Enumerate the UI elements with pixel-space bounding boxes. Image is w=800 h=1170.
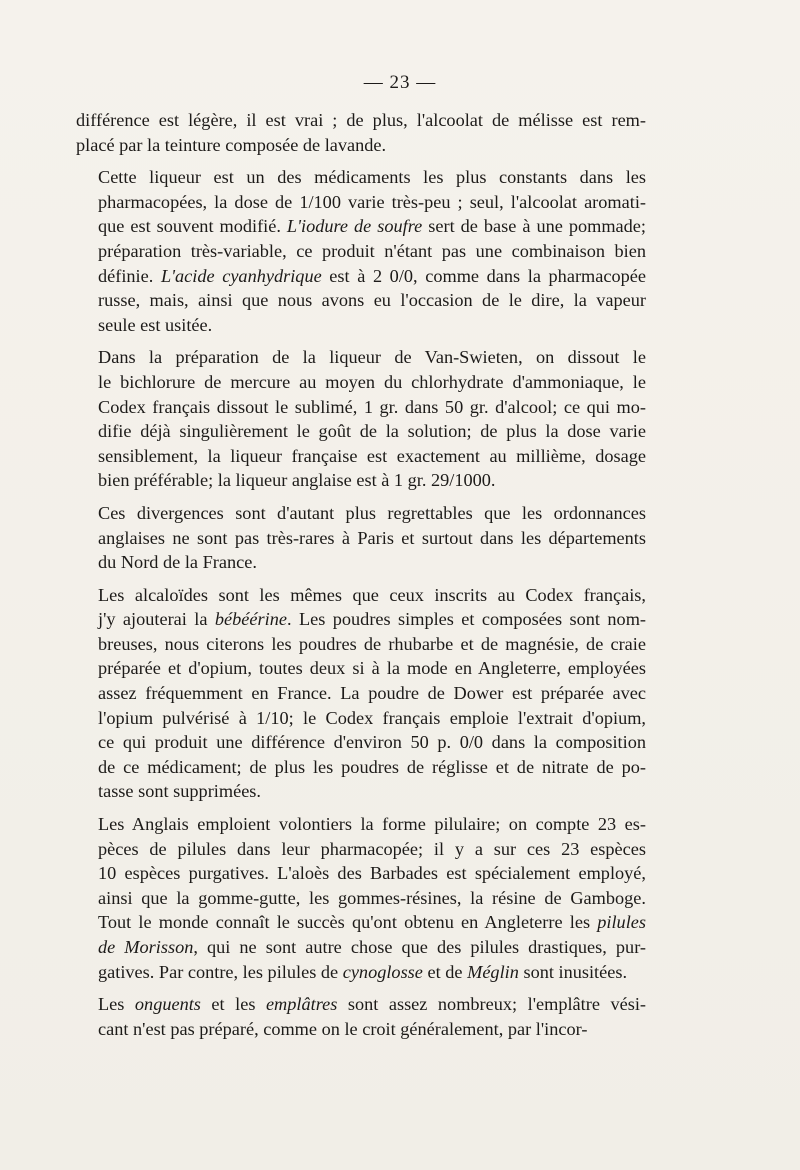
text-line: préparée et d'opium, toutes deux si à la mode en Angleterre, employées bbox=[98, 658, 646, 679]
text-line: difie déjà singulièrement le goût de la solution; de plus la dose varie bbox=[98, 421, 646, 442]
text-line: préparation très-variable, ce produit n'étant pas une combinaison bien bbox=[98, 240, 646, 261]
text-line: assez fréquemment en France. La poudre de Dower est préparée avec bbox=[98, 683, 646, 704]
text-line: j'y ajouterai la bébéérine. Les poudres simples et composées sont nom- bbox=[98, 609, 646, 630]
text-line: différence est légère, il est vrai ; de plus, l'alcoolat de mélisse est rem- bbox=[76, 110, 646, 130]
text-line: de ce médicament; de plus les poudres de réglisse et de nitrate de po- bbox=[98, 756, 646, 777]
text-line: breuses, nous citerons les poudres de rhubarbe et de magnésie, de craie bbox=[98, 633, 646, 654]
text-line: du Nord de la France. bbox=[98, 552, 257, 573]
text-line: cant n'est pas préparé, comme on le croit généralement, par l'incor- bbox=[98, 1018, 588, 1039]
text-line: 10 espèces purgatives. L'aloès des Barbades est spécialement employé, bbox=[98, 863, 646, 884]
text-line: Ces divergences sont d'autant plus regrettables que les ordonnances bbox=[98, 502, 646, 523]
text-line: bien préférable; la liqueur anglaise est à 1 gr. 29/1000. bbox=[98, 470, 496, 491]
text-line: placé par la teinture composée de lavande. bbox=[76, 134, 387, 155]
text-line: ce qui produit une différence d'environ 50 p. 0/0 dans la composition bbox=[98, 732, 646, 753]
paragraph bbox=[76, 583, 646, 804]
paragraph bbox=[76, 992, 646, 1041]
text-line: tasse sont supprimées. bbox=[98, 781, 261, 802]
text-line: ainsi que la gomme-gutte, les gommes-résines, la résine de Gamboge. bbox=[98, 887, 646, 908]
page-number: — 23 — bbox=[363, 72, 437, 93]
text-line: Les alcaloïdes sont les mêmes que ceux inscrits au Codex français, bbox=[98, 584, 646, 605]
text-line: gatives. Par contre, les pilules de cynoglosse et de Méglin sont inusitées. bbox=[98, 961, 628, 982]
text-line: anglaises ne sont pas très-rares à Paris et surtout dans les départements bbox=[98, 527, 646, 548]
text-line: le bichlorure de mercure au moyen du chlorhydrate d'ammoniaque, le bbox=[98, 371, 646, 392]
text-line: russe, mais, ainsi que nous avons eu l'occasion de le dire, la vapeur bbox=[98, 290, 646, 311]
paragraph bbox=[76, 108, 646, 157]
text-line: que est souvent modifié. L'iodure de soufre sert de base à une pommade; bbox=[98, 216, 646, 237]
text-line: pèces de pilules dans leur pharmacopée; il y a sur ces 23 espèces bbox=[98, 838, 646, 859]
page-body bbox=[76, 108, 646, 1049]
text-line: Tout le monde connaît le succès qu'ont obtenu en Angleterre les pilules bbox=[98, 912, 646, 933]
paragraph bbox=[76, 501, 646, 575]
text-line: Les onguents et les emplâtres sont assez nombreux; l'emplâtre vési- bbox=[98, 994, 646, 1015]
text-line: sensiblement, la liqueur française est exactement au millième, dosage bbox=[98, 445, 646, 466]
text-line: Les Anglais emploient volontiers la forme pilulaire; on compte 23 es- bbox=[98, 814, 646, 835]
paragraph bbox=[76, 165, 646, 337]
paragraph bbox=[76, 345, 646, 493]
text-line: définie. L'acide cyanhydrique est à 2 0/0, comme dans la pharmacopée bbox=[98, 265, 646, 286]
text-line: seule est usitée. bbox=[98, 314, 213, 335]
text-line: pharmacopées, la dose de 1/100 varie très-peu ; seul, l'alcoolat aromati- bbox=[98, 191, 646, 212]
text-line: Codex français dissout le sublimé, 1 gr. dans 50 gr. d'alcool; ce qui mo- bbox=[98, 396, 646, 417]
text-line: l'opium pulvérisé à 1/10; le Codex français emploie l'extrait d'opium, bbox=[98, 707, 646, 728]
text-line: de Morisson, qui ne sont autre chose que des pilules drastiques, pur- bbox=[98, 937, 646, 957]
paragraph bbox=[76, 812, 646, 984]
text-line: Cette liqueur est un des médicaments les plus constants dans les bbox=[98, 167, 646, 188]
text-line: Dans la préparation de la liqueur de Van-Swieten, on dissout le bbox=[98, 347, 646, 368]
